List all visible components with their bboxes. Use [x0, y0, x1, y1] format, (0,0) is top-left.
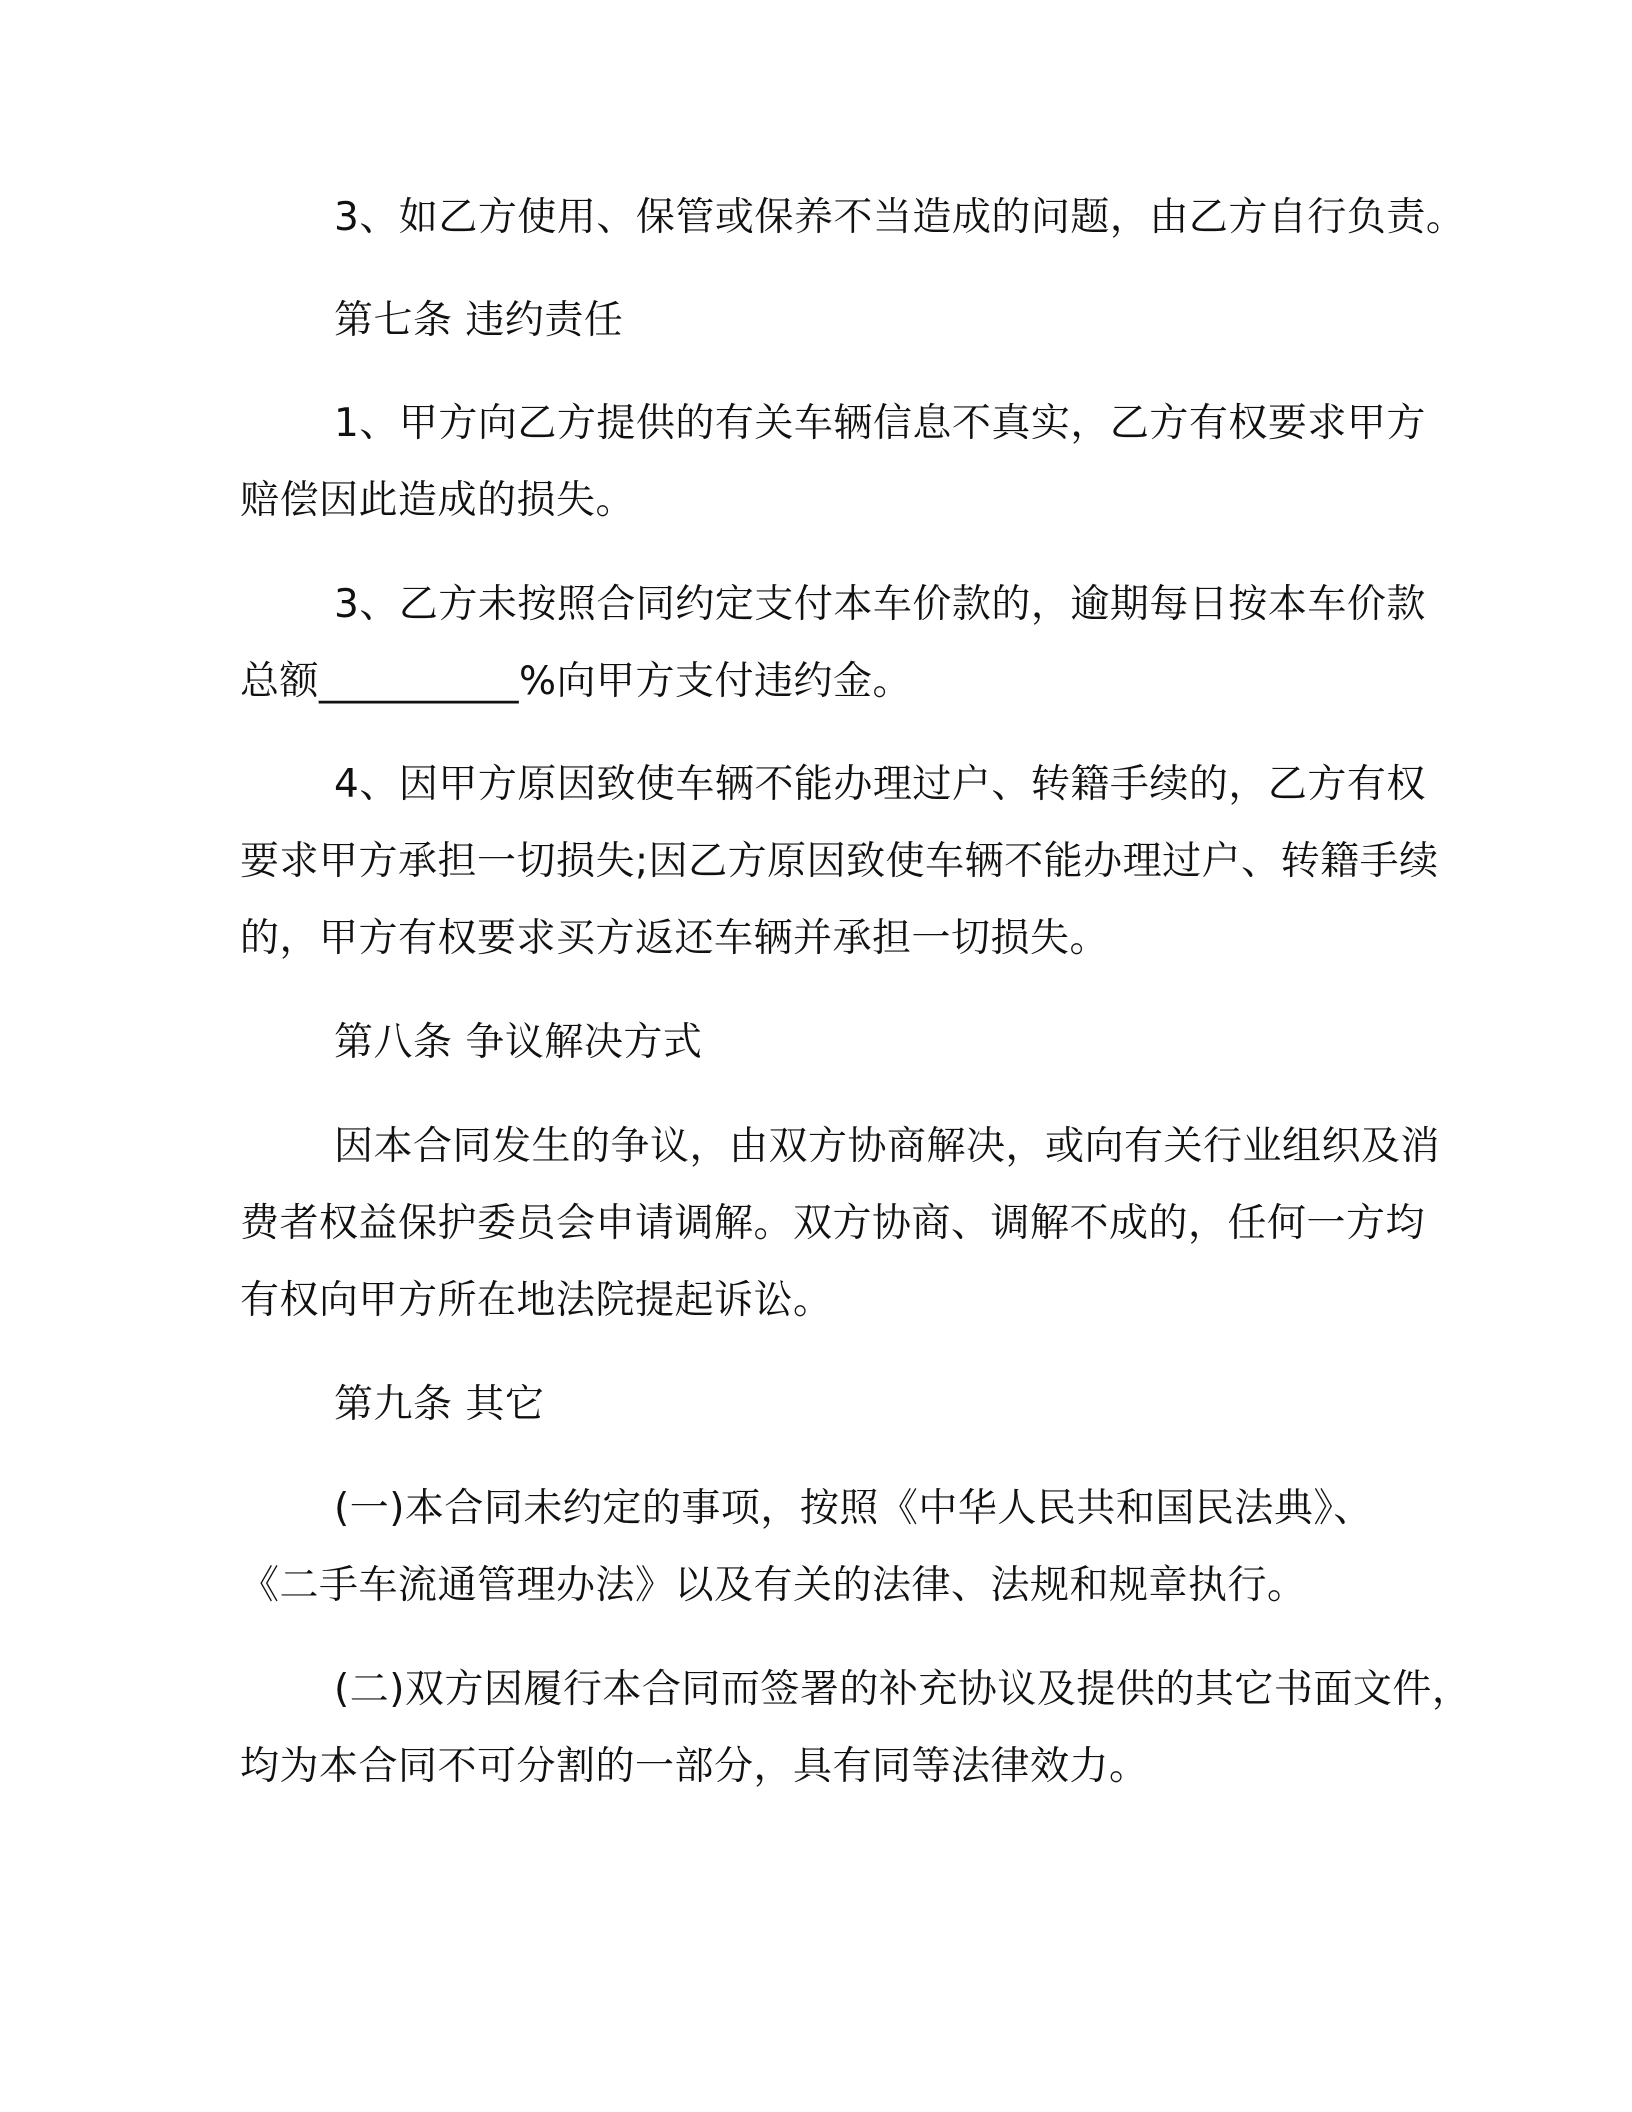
article-8-heading: 第八条 争议解决方式: [334, 1020, 703, 1065]
clause-9-item-2-line-1: (二)双方因履行本合同而签署的补充协议及提供的其它书面文件，: [334, 1667, 1472, 1712]
clause-7-item-4-line-1: 4、因甲方原因致使车辆不能办理过户、转籍手续的，乙方有权: [334, 762, 1426, 807]
article-9-heading: 第九条 其它: [334, 1382, 545, 1427]
clause-7-item-1-line-2: 赔偿因此造成的损失。: [240, 478, 636, 523]
clause-9-item-1-line-1: (一)本合同未约定的事项，按照《中华人民共和国民法典》、: [334, 1486, 1373, 1531]
clause-7-item-1-line-1: 1、甲方向乙方提供的有关车辆信息不真实，乙方有权要求甲方: [334, 401, 1426, 446]
clause-9-item-2-line-2: 均为本合同不可分割的一部分，具有同等法律效力。: [240, 1744, 1149, 1789]
clause-8-text-line-3: 有权向甲方所在地法院提起诉讼。: [240, 1278, 833, 1323]
clause-6-item-3: 3、如乙方使用、保管或保养不当造成的问题，由乙方自行负责。: [334, 195, 1466, 240]
clause-9-item-1-line-2: 《二手车流通管理办法》以及有关的法律、法规和规章执行。: [240, 1563, 1307, 1608]
clause-7-item-3-line-2: 总额__________%向甲方支付违约金。: [240, 659, 913, 704]
article-7-heading: 第七条 违约责任: [334, 298, 624, 343]
clause-8-text-line-2: 费者权益保护委员会申请调解。双方协商、调解不成的，任何一方均: [240, 1201, 1426, 1246]
clause-7-item-4-line-2: 要求甲方承担一切损失;因乙方原因致使车辆不能办理过户、转籍手续: [240, 839, 1439, 884]
clause-7-item-4-line-3: 的，甲方有权要求买方返还车辆并承担一切损失。: [240, 916, 1110, 961]
clause-7-item-3-line-1: 3、乙方未按照合同约定支付本车价款的，逾期每日按本车价款: [334, 582, 1426, 627]
clause-8-text-line-1: 因本合同发生的争议，由双方协商解决，或向有关行业组织及消: [334, 1124, 1441, 1169]
